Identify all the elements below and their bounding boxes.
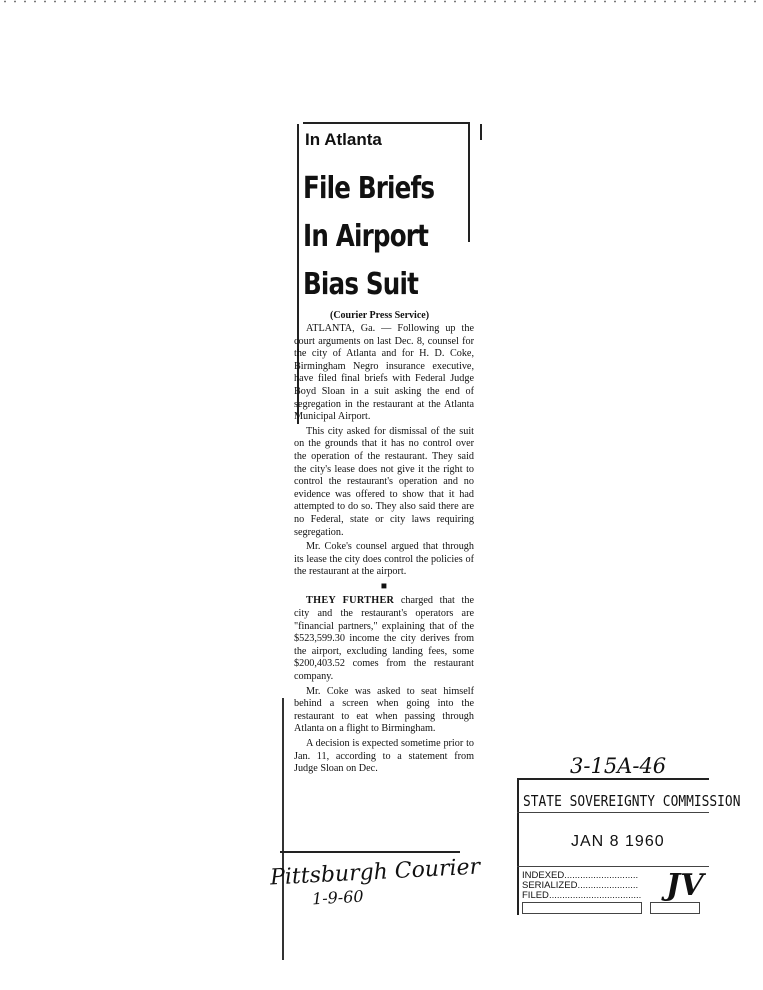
clipping-bottom-rule [280, 851, 460, 853]
stamp-divider [517, 812, 709, 813]
handwritten-file-number: 3-15A-46 [570, 754, 667, 778]
stamp-box [522, 902, 642, 914]
article-paragraph: Mr. Coke's counsel argued that through its lease the city does control the policies of the restaurant at the airport. [294, 541, 474, 578]
stamp-filed: FILED................................... [522, 890, 642, 901]
newspaper-clipping [270, 118, 475, 856]
article-paragraph: ATLANTA, Ga. — Following up the court arguments on last Dec. 8, counsel for the city of Atlanta and for H. D. Coke, Birmingham Negro insurance executive, have filed final briefs with Federal Judge Boyd Sloan in a suit asking the end of segregation in the restaurant at the Atlanta Municipal Airport. [294, 323, 474, 423]
headline-line-1: File Briefs [303, 171, 435, 206]
handwritten-source: Pittsburgh Courier [269, 854, 481, 891]
article-paragraph: A decision is expected sometime prior to Jan. 11, according to a statement from Judge Sloan on Dec. [294, 738, 474, 775]
clipping-top-rule [303, 122, 470, 124]
clipping-right-bracket [468, 124, 470, 242]
stamp-indexed: INDEXED............................ [522, 870, 639, 881]
clipping-tick-mark [480, 124, 482, 140]
stamp-date: JAN 8 1960 [571, 833, 665, 850]
lead-in-caps: THEY FURTHER [306, 595, 395, 607]
article-body [294, 323, 474, 778]
article-paragraph [294, 595, 474, 683]
stamp-serialized: SERIALIZED....................... [522, 880, 639, 891]
headline-line-3: Bias Suit [303, 267, 419, 302]
article-kicker: In Atlanta [305, 130, 382, 149]
stamp-divider [517, 866, 709, 867]
clipping-left-rule-lower [282, 698, 284, 960]
stamp-agency: STATE SOVEREIGNTY COMMISSION [523, 792, 741, 810]
handwritten-initials: JV [666, 868, 704, 903]
section-separator: ■ [380, 580, 388, 592]
scan-dotted-edge [0, 0, 763, 3]
stamp-box [650, 902, 700, 914]
article-paragraph: This city asked for dismissal of the suit on the grounds that it has no control over the operation of the restaurant. They said the city's lease does not give it the right to control the restaurant's operation and no evidence was offered to show that it had attempted to do so. They also said there are no Federal, state or city laws requiring segregation. [294, 425, 474, 538]
headline-line-2: In Airport [303, 219, 429, 254]
wire-service-credit: (Courier Press Service) [330, 310, 430, 321]
handwritten-date: 1-9-60 [311, 886, 364, 909]
article-paragraph: Mr. Coke was asked to seat himself behind a screen when going into the restaurant to eat when passing through Atlanta on a flight to Birmingham. [294, 685, 474, 735]
lead-in-text: charged that the city and the restaurant's operators are "financial partners," explaining that of the $523,599.30 income the city derives from the airport, excluding landing fees, some $200,403.52 comes from the restaurant company. [294, 595, 475, 683]
